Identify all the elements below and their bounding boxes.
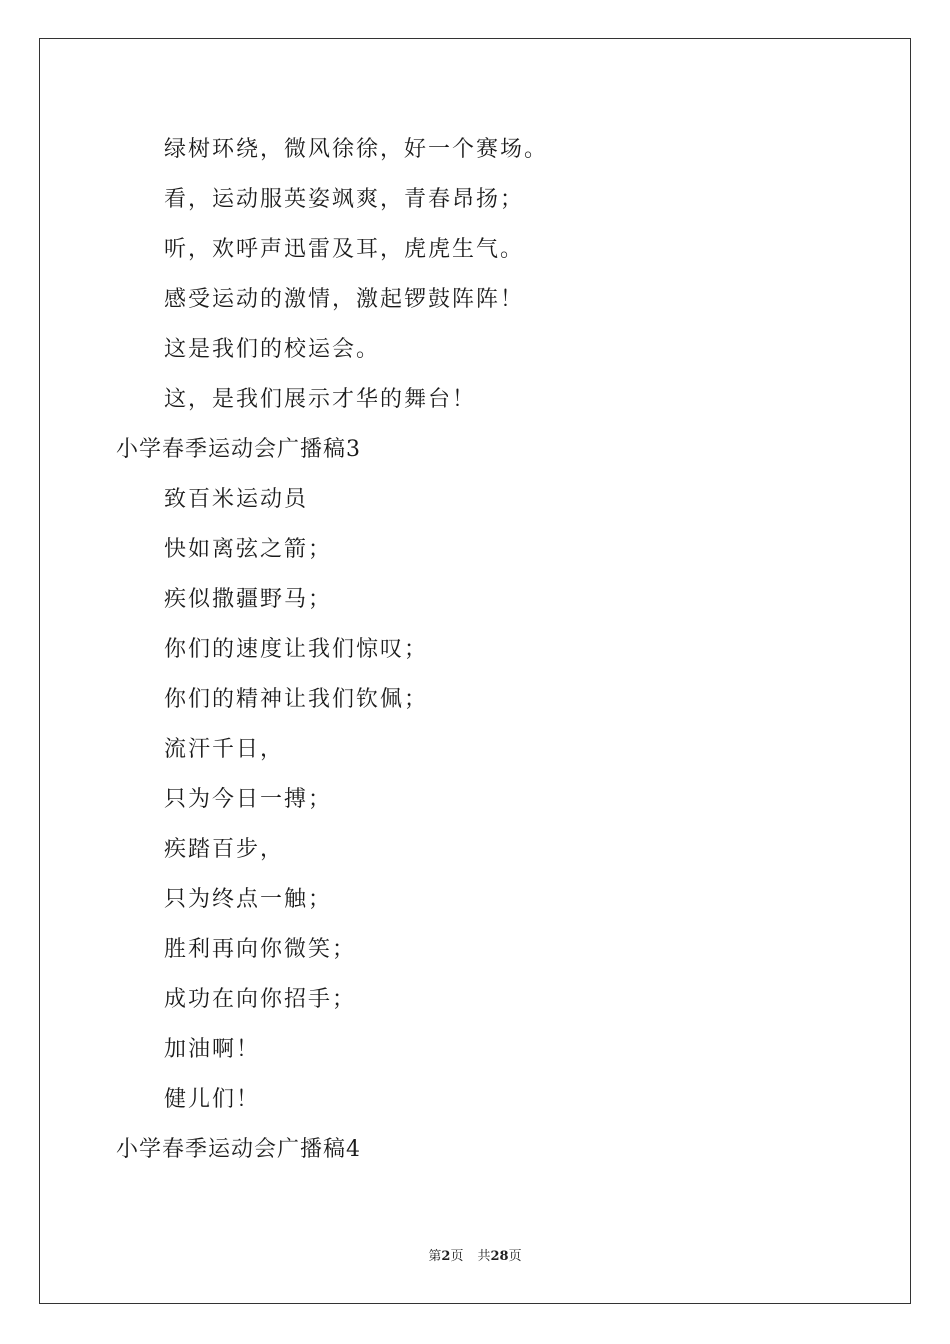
page-border: [39, 38, 911, 1304]
total-prefix: 共: [477, 1249, 491, 1264]
poem-line: 快如离弦之箭；: [164, 537, 333, 562]
poem-line: 只为终点一触；: [164, 887, 333, 912]
page-suffix: 页: [450, 1249, 464, 1264]
section-heading: 小学春季运动会广播稿4: [116, 1137, 361, 1162]
poem-line: 你们的速度让我们惊叹；: [164, 637, 429, 662]
total-pages: 28: [490, 1249, 509, 1264]
poem-line: 绿树环绕，微风徐徐，好一个赛场。: [164, 137, 549, 162]
poem-line: 听，欢呼声迅雷及耳，虎虎生气。: [164, 237, 525, 262]
poem-line: 疾似撒疆野马；: [164, 587, 333, 612]
poem-line: 流汗千日，: [164, 737, 285, 762]
poem-line: 感受运动的激情，激起锣鼓阵阵！: [164, 287, 525, 312]
section-heading: 小学春季运动会广播稿3: [116, 437, 361, 462]
poem-line: 成功在向你招手；: [164, 987, 357, 1012]
poem-line: 加油啊！: [164, 1037, 261, 1062]
poem-line: 疾踏百步，: [164, 837, 285, 862]
poem-line: 这，是我们展示才华的舞台！: [164, 387, 477, 412]
poem-line: 胜利再向你微笑；: [164, 937, 357, 962]
poem-line: 你们的精神让我们钦佩；: [164, 687, 429, 712]
poem-line: 看，运动服英姿飒爽，青春昂扬；: [164, 187, 525, 212]
poem-line: 健儿们！: [164, 1087, 261, 1112]
poem-line: 只为今日一搏；: [164, 787, 333, 812]
poem-line: 致百米运动员: [164, 487, 309, 512]
page-number: 2: [441, 1249, 451, 1264]
total-suffix: 页: [508, 1249, 522, 1264]
page-footer: [0, 1249, 950, 1265]
page-prefix: 第: [428, 1249, 442, 1264]
poem-line: 这是我们的校运会。: [164, 337, 381, 362]
